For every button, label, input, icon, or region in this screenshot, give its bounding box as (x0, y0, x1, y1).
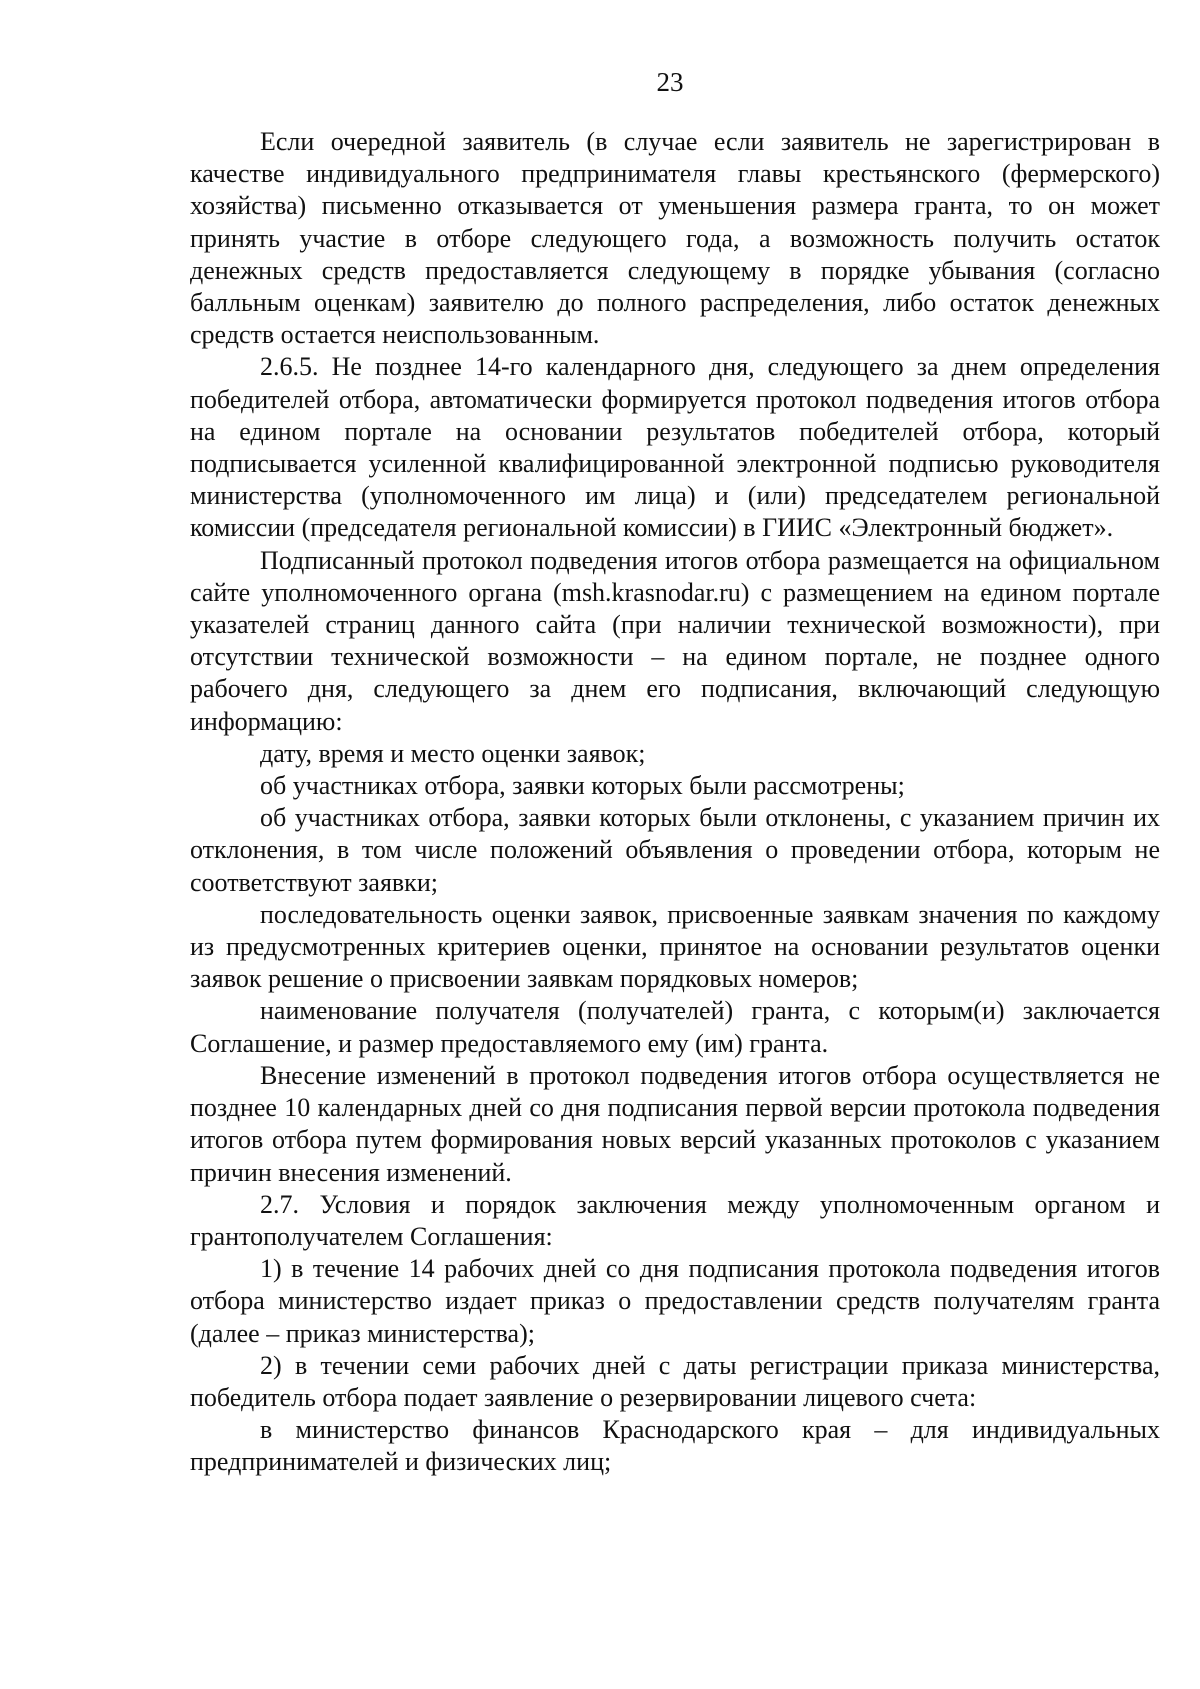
paragraph-2-7: 2.7. Условия и порядок заключения между уполномоченным органом и грантополучателем Соглашения: (190, 1189, 1160, 1251)
list-item-rejected-participants: об участниках отбора, заявки которых были отклонены, с указанием причин их отклонения, в том числе положений объявления о проведении отбора, которым не соответствуют заявки; (190, 803, 1160, 897)
document-body (190, 126, 1160, 1479)
list-item-evaluation-sequence: последовательность оценки заявок, присвоенные заявкам значения по каждому из предусмотренных критериев оценки, принятое на основании результатов оценки заявок решение о присвоении заявкам порядковых номеров; (190, 899, 1160, 994)
list-item-reviewed-participants: об участниках отбора, заявки которых были рассмотрены; (260, 771, 905, 801)
paragraph-ministry-of-finance: в министерство финансов Краснодарского края – для индивидуальных предпринимателей и физических лиц; (190, 1415, 1160, 1477)
list-item-2-account-reservation: 2) в течении семи рабочих дней с даты регистрации приказа министерства, победитель отбора подает заявление о резервировании лицевого счета: (190, 1350, 1160, 1412)
paragraph-2-6-5: 2.6.5. Не позднее 14-го календарного дня, следующего за днем определения победителей отбора, автоматически формируется протокол подведения итогов отбора на едином портале на основании результатов победителей отбора, который подписывается усиленной квалифицированной электронной подписью руководителя министерства (уполномоченного им лица) и (или) председателем региональной комиссии (председателя региональной комиссии) в ГИИС «Электронный бюджет». (190, 352, 1160, 543)
paragraph-signed-protocol: Подписанный протокол подведения итогов отбора размещается на официальном сайте уполномоченного органа (msh.krasnodar.ru) с размещением на едином портале указателей страниц данного сайта (при наличии технической возможности), при отсутствии технической возможности – на едином портале, не позднее одного рабочего дня, следующего за днем его подписания, включающий следующую информацию: (190, 545, 1160, 736)
page-number: 23 (656, 67, 684, 97)
list-item-date-time-place: дату, время и место оценки заявок; (260, 738, 646, 768)
paragraph-applicant-refusal: Если очередной заявитель (в случае если заявитель не зарегистрирован в качестве индивидуального предпринимателя главы крестьянского (фермерского) хозяйства) письменно отказывается от уменьшения размера гранта, то он может принять участие в отборе следующего года, а возможность получить остаток денежных средств предоставляется следующему в порядке убывания (согласно балльным оценкам) заявителю до полного распределения, либо остаток денежных средств остается неиспользованным. (190, 127, 1160, 350)
list-item-grant-recipients: наименование получателя (получателей) гранта, с которым(и) заключается Соглашение, и размер предоставляемого ему (им) гранта. (190, 996, 1160, 1058)
list-item-1-ministry-order: 1) в течение 14 рабочих дней со дня подписания протокола подведения итогов отбора министерство издает приказ о предоставлении средств получателям гранта (далее – приказ министерства); (190, 1254, 1160, 1348)
paragraph-protocol-changes: Внесение изменений в протокол подведения итогов отбора осуществляется не позднее 10 календарных дней со дня подписания первой версии протокола подведения итогов отбора путем формирования новых версий указанных протоколов с указанием причин внесения изменений. (190, 1060, 1160, 1187)
